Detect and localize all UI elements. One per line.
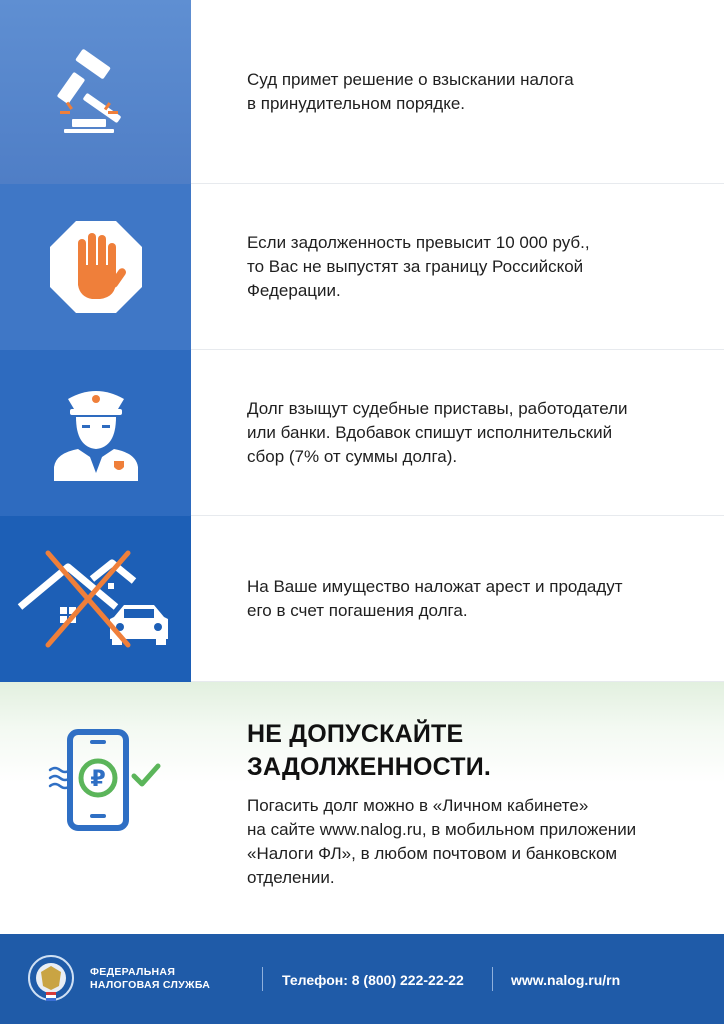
footer-bar [0,934,724,1024]
info-row-bailiffs [0,350,724,516]
info-paragraph [247,397,628,469]
heading-line: НЕ ДОПУСКАЙТЕ [247,720,464,748]
icon-panel [0,516,191,682]
text-line: Долг взыщут судебные приставы, работодатели [247,398,628,418]
info-row-travel-ban [0,184,724,350]
info-text [191,184,724,350]
phone-ruble-check-icon [40,722,170,832]
text-line: в принудительном порядке. [247,93,466,113]
footer-divider [262,967,263,991]
text-line: на сайте www.nalog.ru, в мобильном приложении [247,820,637,839]
heading-line: ЗАДОЛЖЕННОСТИ. [247,753,492,781]
text-line: сбор (7% от суммы долга). [247,446,458,466]
info-paragraph [247,68,574,116]
house-car-crossed-icon [16,549,176,649]
text-line: Погасить долг можно в «Личном кабинете» [247,796,589,815]
icon-panel [0,350,191,516]
text-line: его в счет погашения долга. [247,600,468,620]
fns-emblem-icon [26,954,76,1006]
bailiff-icon [46,385,146,481]
info-row-court [0,0,724,184]
info-text [191,0,724,184]
info-text [191,516,724,682]
org-name [90,966,210,992]
icon-panel [0,0,191,184]
gavel-icon [46,47,146,137]
info-paragraph [247,575,623,623]
cta-heading [247,718,491,784]
text-line: На Ваше имущество наложат арест и продадут [247,576,623,596]
footer-divider [492,967,493,991]
svg-text:₽: ₽ [90,767,106,792]
org-line: ФЕДЕРАЛЬНАЯ [90,966,176,978]
text-line: Федерации. [247,280,341,300]
stop-hand-icon [48,219,144,315]
text-line: отделении. [247,868,335,887]
text-line: или банки. Вдобавок спишут исполнительский [247,422,613,442]
info-paragraph [247,231,590,303]
footer-phone[interactable]: Телефон: 8 (800) 222-22-22 [282,972,464,988]
text-line: «Налоги ФЛ», в любом почтовом и банковском [247,844,618,863]
cta-body [247,794,636,890]
call-to-action-section [0,682,724,934]
icon-panel [0,184,191,350]
text-line: то Вас не выпустят за границу Российской [247,256,584,276]
info-text [191,350,724,516]
org-line: НАЛОГОВАЯ СЛУЖБА [90,979,211,991]
footer-site-link[interactable]: www.nalog.ru/rn [511,972,621,988]
text-line: Если задолженность превысит 10 000 руб., [247,232,590,252]
text-line: Суд примет решение о взыскании налога [247,69,574,89]
info-row-property-arrest [0,516,724,682]
